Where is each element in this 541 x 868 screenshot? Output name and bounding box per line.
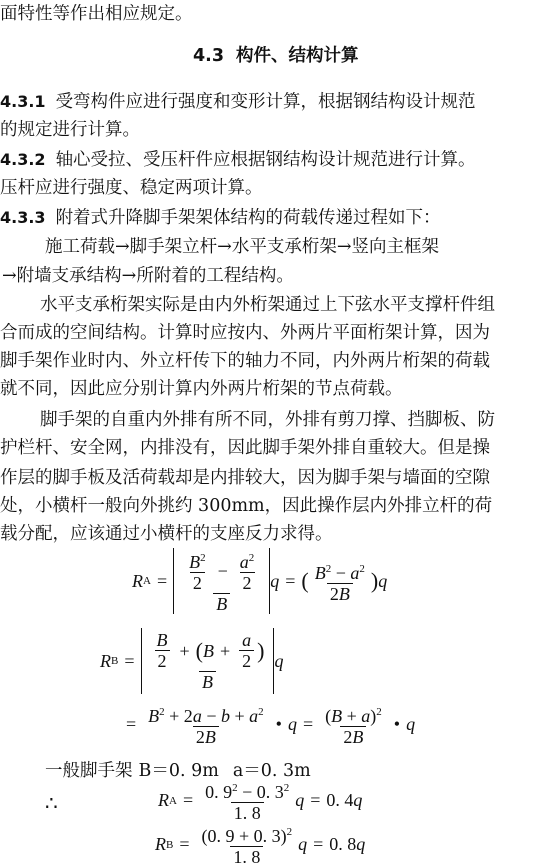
clause-4-3-3-line1 [0, 207, 441, 229]
flow-item: 水平支承桁架 [231, 237, 337, 257]
arrow-icon: → [115, 237, 130, 257]
para2-line4: 处，小横杆一般向外挑约 300mm，因此操作层内外排立杆的荷 [0, 496, 493, 516]
arrow-icon: → [2, 266, 17, 286]
rb-value: 0. 8 [329, 834, 357, 854]
example-b-value: B＝0. 9m [138, 761, 219, 781]
flow-item: 竖向主框架 [351, 237, 440, 257]
result-rb: R B = $\frac{(0. 9 + 0. 3)^2}{1. 8}$ q = 0. 8 q [155, 826, 366, 867]
clause-4-3-2-line2: 压杆应进行强度、稳定两项计算。 [0, 178, 263, 198]
para1-line1: 水平支承桁架实际是由内外桁架通过上下弦水平支撑杆件组 [40, 295, 495, 315]
section-title: 构件、结构计算 [236, 46, 359, 66]
para1-line3: 脚手架作业时内、外立杆传下的轴力不同，内外两片桁架的荷载 [0, 351, 490, 371]
therefore-symbol: ∴ [45, 791, 58, 815]
clause-number: 4.3.1 [0, 92, 46, 111]
load-flow-line2 [2, 265, 294, 287]
para2-line2: 护栏杆、安全网，内排没有，因此脚手架外排自重较大。但是操 [0, 438, 490, 458]
clause-4-3-1-line1 [0, 91, 476, 113]
flow-item: 所附着的工程结构。 [136, 266, 294, 286]
top-line: 面特性等作出相应规定。 [0, 4, 193, 24]
example-text: 一般脚手架 [45, 761, 133, 781]
para2-line3: 作层的脚手板及活荷载却是内排较大，因为脚手架与墙面的空隙 [0, 468, 490, 488]
clause-number: 4.3.2 [0, 150, 46, 169]
para1-line4: 就不同，因此应分别计算内外两片桁架的节点荷载。 [0, 379, 403, 399]
load-flow-line1 [45, 236, 439, 258]
formula-ra: R A = $\frac{B^2}{2}$ − $\frac{a^2}{2}$ B q = ( $\frac{B^2 - a^2}{2B}$ ) q [132, 548, 387, 614]
clause-text: 轴心受拉、受压杆件应根据钢结构设计规范进行计算。 [55, 150, 476, 170]
clause-4-3-1-line2: 的规定进行计算。 [0, 120, 140, 140]
example-a-value: a＝0. 3m [232, 761, 311, 781]
para1-line2: 合而成的空间结构。计算时应按内、外两片平面桁架计算，因为 [0, 323, 490, 343]
flow-item: 施工荷载 [45, 237, 115, 257]
clause-4-3-2-line1 [0, 149, 476, 171]
clause-text: 附着式升降脚手架架体结构的荷载传递过程如下： [55, 208, 441, 228]
section-number: 4.3 [193, 46, 225, 66]
flow-item: 附墙支承结构 [16, 266, 122, 286]
formula-rb-expanded: = $\frac{B^2 + 2a - b + a^2}{2B}$ • q = $\frac{(B + a)^2}{2B}$ • q [126, 706, 416, 747]
arrow-icon: → [217, 237, 232, 257]
para2-line5: 载分配，应该通过小横杆的支座反力求得。 [0, 524, 333, 544]
ra-value: 0. 4 [326, 790, 354, 810]
section-heading [193, 45, 359, 67]
clause-number: 4.3.3 [0, 208, 46, 227]
arrow-icon: → [121, 266, 137, 286]
flow-item: 脚手架立杆 [129, 237, 218, 257]
arrow-icon: → [336, 237, 352, 257]
formula-rb: R B = $\frac{B}{2}$ + ( B + $\frac{a}{2}$ ) B q [100, 630, 284, 692]
para2-line1: 脚手架的自重内外排有所不同，外排有剪刀撑、挡脚板、防 [40, 410, 495, 430]
clause-text: 受弯构件应进行强度和变形计算，根据钢结构设计规范 [55, 92, 476, 112]
result-ra: R A = $\frac{0. 9^2 - 0. 3^2}{1. 8}$ q = 0. 4 q [158, 782, 363, 823]
